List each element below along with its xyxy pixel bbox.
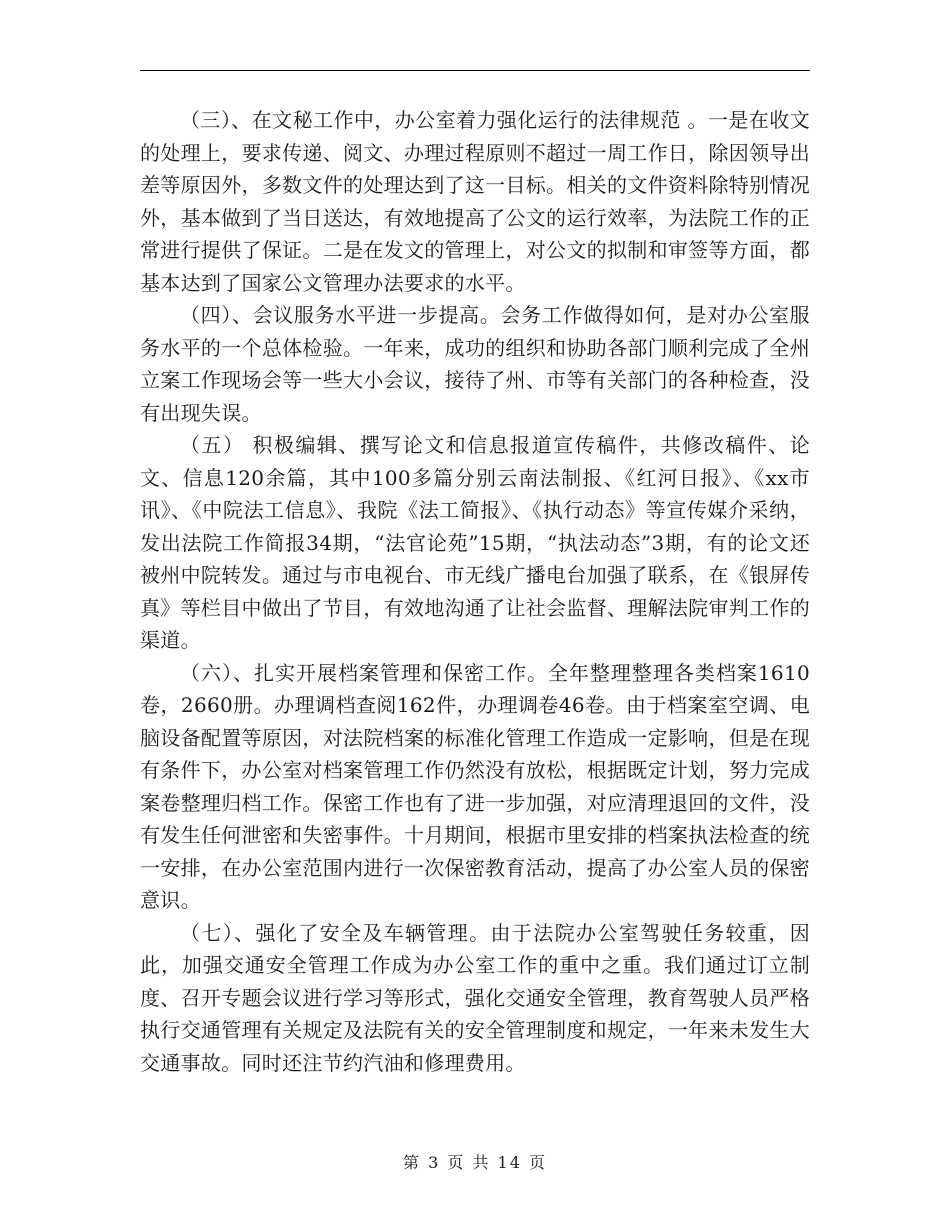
header-rule [140, 70, 810, 71]
paragraph-6: （六）、扎实开展档案管理和保密工作。全年整理整理各类档案1610卷，2660册。办理调档查阅162件，办理调卷46卷。由于档案室空调、电脑设备配置等原因，对法院档案的标准化管理工作造成一定影响，但是在现有条件下，办公室对档案管理工作仍然没有放松，根据既定计划，努力完成案卷整理归档工作。保密工作也有了进一步加强，对应清理退回的文件，没有发生任何泄密和失密事件。十月期间，根据市里安排的档案执法检查的统一安排，在办公室范围内进行一次保密教育活动，提高了办公室人员的保密意识。 [140, 660, 810, 912]
paragraph-3: （三）、在文秘工作中，办公室着力强化运行的法律规范 。一是在收文的处理上，要求传递、阅文、办理过程原则不超过一周工作日，除因领导出差等原因外，多数文件的处理达到了这一目标。相关的文件资料除特别情况外，基本做到了当日送达，有效地提高了公文的运行效率，为法院工作的正常进行提供了保证。二是在发文的管理上，对公文的拟制和审签等方面，都基本达到了国家公文管理办法要求的水平。 [140, 108, 810, 295]
paragraph-7: （七）、强化了安全及车辆管理。由于法院办公室驾驶任务较重，因此，加强交通安全管理工作成为办公室工作的重中之重。我们通过订立制度、召开专题会议进行学习等形式，强化交通安全管理，教育驾驶人员严格执行交通管理有关规定及法院有关的安全管理制度和规定，一年来未发生大交通事故。同时还注节约汽油和修理费用。 [140, 920, 810, 1075]
paragraph-4: （四）、会议服务水平进一步提高。会务工作做得如何，是对办公室服务水平的一个总体检验。一年来，成功的组织和协助各部门顺利完成了全州立案工作现场会等一些大小会议，接待了州、市等有关部门的各种检查，没有出现失误。 [140, 303, 810, 425]
document-body [140, 104, 810, 1079]
paragraph-5: （五） 积极编辑、撰写论文和信息报道宣传稿件，共修改稿件、论文、信息120余篇，其中100多篇分别云南法制报、《红河日报》、《xx市讯》、《中院法工信息》、我院《法工简报》、《执行动态》等宣传媒介采纳，发出法院工作简报34期，“法官论苑”15期，“执法动态”3期，有的论文还被州中院转发。通过与市电视台、市无线广播电台加强了联系，在《银屏传真》等栏目中做出了节目，有效地沟通了让社会监督、理解法院审判工作的渠道。 [140, 433, 810, 652]
page-footer: 第 3 页 共 14 页 [403, 1153, 547, 1172]
